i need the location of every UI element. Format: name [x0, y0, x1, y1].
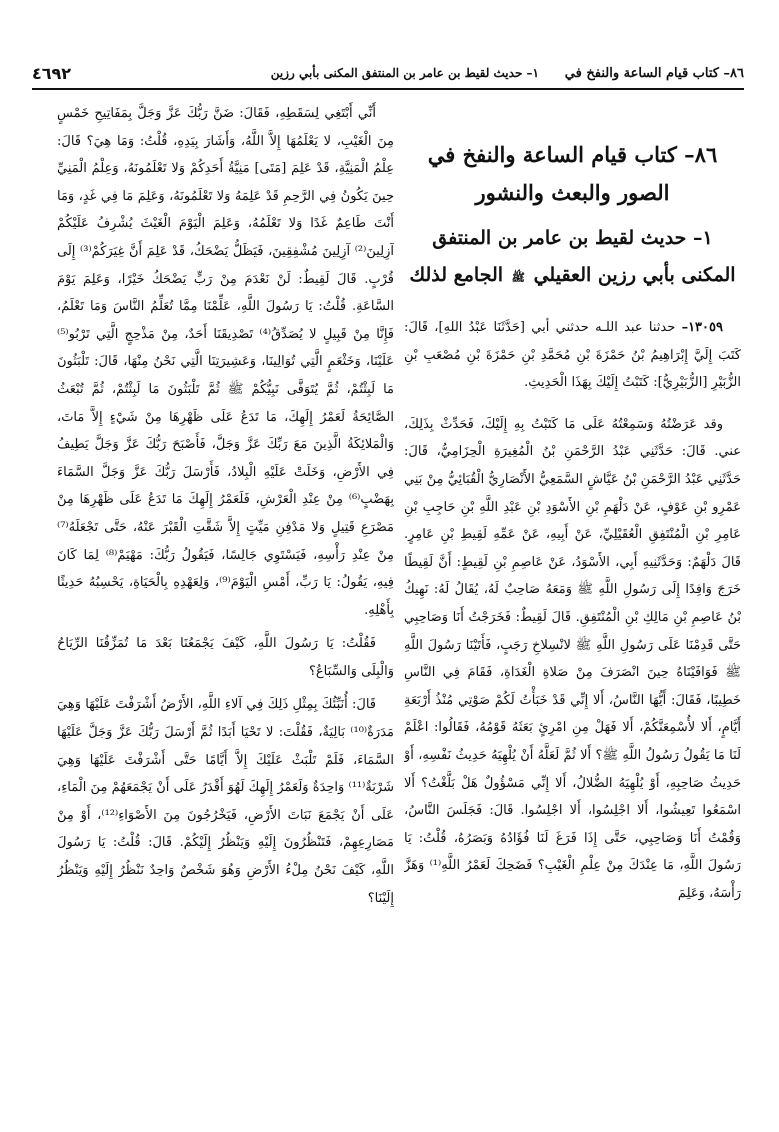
- section-title: [404, 220, 741, 296]
- hadith-number: ١٣٠٥٩–: [681, 320, 723, 335]
- running-header: [32, 62, 744, 88]
- book-title: ٨٦– كتاب قيام الساعة والنفخ في الصور والبعث والنشور: [427, 142, 718, 205]
- left-paragraph-2: فَقُلْتُ: يَا رَسُولَ اللَّهِ، كَيْفَ يَجْمَعُنَا بَعْدَ مَا تُمَزِّقُنَا الرِّيَاحُ وَالْبِلَى وَالسِّبَاعُ؟: [57, 636, 394, 679]
- header-chapter-ref: ١– حديث لقيط بن عامر بن المنتفق المكنى بأبي رزين: [270, 66, 539, 80]
- hadith-isnad: [404, 314, 741, 397]
- header-book-ref: ٨٦– كتاب قيام الساعة والنفخ في: [564, 66, 744, 81]
- right-column: [404, 100, 741, 1100]
- isnad-text: حدثنا عبد اللـه حدثني أبي [حَدَّثَنَا عَبْدُ اللهِ]، قَالَ: كَتَبَ إِلَيَّ إِبْرَاهِيمُ بْنُ حَمْزَةَ بْنِ مُحَمَّدِ بْنِ حَمْزَةَ بْنِ مُصْعَبِ بْنِ الزُّبَيْرِ [الزُّبَيْرِيُّ]: كَتَبْتُ إِلَيْكَ بِهَذَا الْحَدِيثِ.: [404, 320, 741, 391]
- left-paragraph-1: أَنِّي أَبْتَغِي لِسَقَطِهِ، فَقَالَ: ضَنَّ رَبُّكَ عَزَّ وَجَلَّ بِمَفَاتِيحِ خَمْسٍ مِنَ الْغَيْبِ، لا يَعْلَمُهَا إِلاَّ اللَّهُ، وَأَشَارَ بِيَدِهِ، قُلْتُ: وَمَا هِيَ؟ قَالَ: عِلْمُ الْمَنِيَّةِ، قَدْ عَلِمَ [مَتَى] مَنِيَّةُ أَحَدِكُمْ وَلا تَعْلَمُونَهُ، وَعِلْمُ الْمَنِيِّ حِينَ يَكُونُ فِي الرَّحِمِ قَدْ عَلِمَهُ وَلا تَعْلَمُونَهُ، وَعَلِمَ مَا فِي غَدٍ، وَمَا أَنْتَ طَاعِمٌ غَدًا وَلا تَعْلَمُهُ، وَعَلِمَ الْيَوْمَ الْغَيْثَ يُشْرِفُ عَلَيْكُمْ آزِلِينَ⁽²⁾ آزِلِينَ مُشْفِقِينَ، فَيَظَلُّ يَضْحَكُ، قَدْ عَلِمَ أَنَّ غِيَرَكُمْ⁽³⁾ إِلَى قُرْبٍ. قَالَ لَقِيطٌ: لَنْ نَعْدَمَ مِنْ رَبٍّ يَضْحَكُ خَيْرًا، وَعَلِمَ يَوْمَ السَّاعَةِ. قُلْتُ: يَا رَسُولَ اللَّهِ، عَلِّمْنَا مِمَّا تُعَلِّمُ النَّاسَ وَمَا تَعْلَمُ، فَإِنَّا مِنْ قَبِيلٍ لا يُصَدِّقُ⁽⁴⁾ تَصْدِيقَنَا أَحَدٌ، مِنْ مَذْحِجٍ الَّتِي تَرْبُو⁽⁵⁾ عَلَيْنَا، وَخَثْعَمٍ الَّتِي تُوَالِينَا، وَعَشِيرَتِنَا الَّتِي نَحْنُ مِنْهَا، قَالَ: تَلْبَثُونَ مَا لَبِثْتُمْ، ثُمَّ يُتَوَفَّى نَبِيُّكُمْ ﷺ ثُمَّ تَلْبَثُونَ مَا لَبِثْتُمْ، ثُمَّ تُبْعَثُ الصَّائِحَةُ لَعَمْرُ إِلَهِكَ، مَا تَدَعُ عَلَى ظَهْرِهَا مِنْ شَيْءٍ إِلاَّ مَاتَ، وَالْمَلائِكَةُ الَّذِينَ مَعَ رَبِّكَ عَزَّ وَجَلَّ، فَأَصْبَحَ رَبُّكَ عَزَّ وَجَلَّ يَطِيفُ فِي الأَرْضِ، وَخَلَتْ عَلَيْهِ الْبِلادُ، فَأَرْسَلَ رَبُّكَ عَزَّ وَجَلَّ السَّمَاءَ بِهَضْبٍ⁽⁶⁾ مِنْ عِنْدِ الْعَرْشِ، فَلَعَمْرُ إِلَهِكَ مَا تَدَعُ عَلَى ظَهْرِهَا مِنْ مَصْرَعِ قَتِيلٍ وَلا مَدْفِنِ مَيِّتٍ إِلاَّ شَقَّتِ الْقَبْرَ عَنْهُ، حَتَّى تَجْعَلَهُ⁽⁷⁾ مِنْ عِنْدِ رَأْسِهِ، فَيَسْتَوِي جَالِسًا، فَيَقُولُ رَبُّكَ: مَهْيَمْ⁽⁸⁾ لِمَا كَانَ فِيهِ، يَقُولُ: يَا رَبِّ، أَمْسِ الْيَوْمَ⁽⁹⁾، وَلِعَهْدِهِ بِالْحَيَاةِ، يَحْسِبُهُ حَدِيثًا بِأَهْلِهِ.: [57, 106, 394, 618]
- page-number: ٤٦٩٢: [32, 64, 72, 83]
- salla-symbol: ﷺ: [511, 271, 525, 284]
- section-title-main: ١– حديث لقيط بن عامر بن المنتفق المكنى بأبي رزين العقيلي: [432, 227, 736, 286]
- hadith-body: وقد عَرَضْتُهُ وَسَمِعْتُهُ عَلَى مَا كَتَبْتُ بِهِ إِلَيْكَ، فَحَدِّثْ بِذَلِكَ، عني. قَالَ: حَدَّثَنِي عَبْدُ الرَّحْمَنِ بْنُ الْمُغِيرَةِ الْحِزَامِيُّ، قَالَ: حَدَّثَنِي عَبْدُ الرَّحْمَنِ بْنُ عَيَّاشٍ السَّمَعِيُّ الأَنْصَارِيُّ الْقُبَائِيُّ مِنْ بَنِي عَمْرِو بْنِ عَوْفٍ، عَنْ دَلْهَمِ بْنِ الأَسْوَدِ بْنِ عَبْدِ اللَّهِ بْنِ حَاجِبِ بْنِ عَامِرِ بْنِ الْمُنْتَفِقِ الْعُقَيْلِيِّ، عَنْ أَبِيهِ، عَنْ عَمِّهِ لَقِيطِ بْنِ عَامِرٍ. قَالَ دَلْهَمٌ: وَحَدَّثَنِيهِ أَبِي، الأَسْوَدُ، عَنْ عَاصِمِ بْنِ لَقِيطٍ: أَنَّ لَقِيطًا خَرَجَ وَافِدًا إِلَى رَسُولِ اللَّهِ ﷺ وَمَعَهُ صَاحِبٌ لَهُ، يُقَالُ لَهُ: نَهِيكُ بْنُ عَاصِمِ بْنِ مَالِكِ بْنِ الْمُنْتَفِقِ. قَالَ لَقِيطٌ: فَخَرَجْتُ أَنَا وَصَاحِبِي حَتَّى قَدِمْنَا عَلَى رَسُولِ اللَّهِ ﷺ لانْسِلاخِ رَجَبٍ، فَأَتَيْنَا رَسُولَ اللَّهِ ﷺ فَوَافَيْنَاهُ حِينَ انْصَرَفَ مِنْ صَلاةِ الْغَدَاةِ، فَقَامَ فِي النَّاسِ خَطِيبًا، فَقَالَ: أَيُّهَا النَّاسُ، أَلا إِنِّي قَدْ خَبَأْتُ لَكُمْ صَوْتِي مُنْذُ أَرْبَعَةِ أَيَّامٍ، أَلا لأُسْمِعَنَّكُمْ، أَلا فَهَلْ مِنِ امْرِئٍ بَعَثَهُ قَوْمُهُ، فَقَالُوا: اعْلَمْ لَنَا مَا يَقُولُ رَسُولُ اللَّهِ ﷺ؟ أَلا ثُمَّ لَعَلَّهُ أَنْ يُلْهِيَهُ حَدِيثُ نَفْسِهِ، أَوْ حَدِيثُ صَاحِبِهِ، أَوْ يُلْهِيَهُ الضُّلالُ، أَلا إِنِّي مَسْؤُولٌ هَلْ بَلَّغْتُ؟ أَلا اسْمَعُوا تَعِيشُوا، أَلا اجْلِسُوا، أَلا اجْلِسُوا. قَالَ: فَجَلَسَ النَّاسُ، وَقُمْتُ أَنَا وَصَاحِبِي، حَتَّى إِذَا فَرَغَ لَنَا فُؤَادُهُ وَبَصَرُهُ، قُلْتُ: يَا رَسُولَ اللَّهِ، مَا عِنْدَكَ مِنْ عِلْمِ الْغَيْبِ؟ فَضَحِكَ لَعَمْرُ اللَّهِ⁽¹⁾ وَهَزَّ رَأْسَهُ، وَعَلِمَ: [404, 416, 741, 901]
- left-column: [57, 100, 394, 1100]
- header-divider: [32, 88, 744, 90]
- section-title-tail: الجامع لذلك: [409, 264, 504, 286]
- left-paragraph-3: قَالَ: أُنَبِّئُكَ بِمِثْلِ ذَلِكَ فِي آلاءِ اللَّهِ، الأَرْضُ أَشْرَفْتَ عَلَيْهَا وَهِيَ مَدَرَةٌ⁽¹⁰⁾ بَالِيَةٌ، فَقُلْتَ: لا تَحْيَا أَبَدًا ثُمَّ أَرْسَلَ رَبُّكَ عَزَّ وَجَلَّ عَلَيْهَا السَّمَاءَ، فَلَمْ تَلْبَثْ عَلَيْكَ إِلاَّ أَيَّامًا حَتَّى أَشْرَفْتَ عَلَيْهَا وَهِيَ شَرْبَةٌ⁽¹¹⁾ وَاحِدَةٌ وَلَعَمْرُ إِلَهِكَ لَهُوَ أَقْدَرُ عَلَى أَنْ يَجْمَعَهُمْ مِنَ الْمَاءِ، عَلَى أَنْ يَجْمَعَ نَبَاتَ الأَرْضِ، فَيَخْرُجُونَ مِنَ الأَصْوَاءِ⁽¹²⁾، أَوْ مِنْ مَصَارِعِهِمْ، فَتَنْظُرُونَ إِلَيْهِ وَيَنْظُرُ إِلَيْكُمْ. قَالَ: قُلْتُ: يَا رَسُولَ اللَّهِ، كَيْفَ نَحْنُ مِلْءُ الأَرْضِ وَهُوَ شَخْصٌ وَاحِدٌ نَنْظُرُ إِلَيْهِ وَيَنْظُرُ إِلَيْنَا؟: [57, 697, 394, 906]
